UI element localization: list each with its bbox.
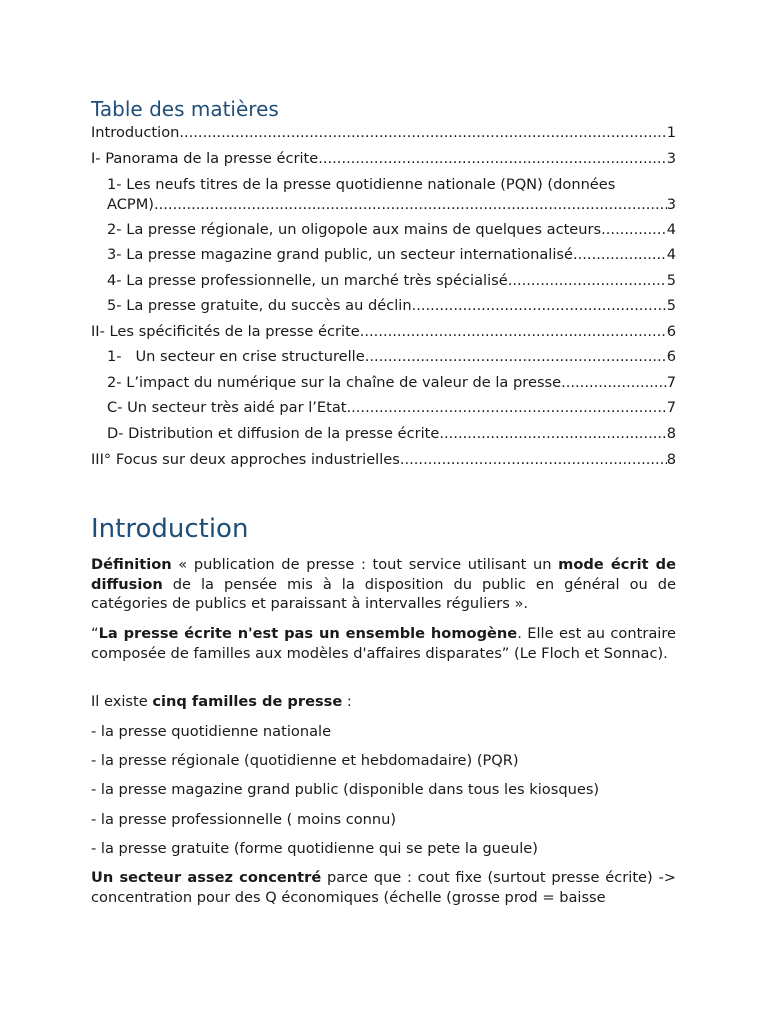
toc-entry-page: 8 (666, 425, 676, 442)
body-text: de la pensée mis à la disposition du public en général ou de catégories de publics et paraissant à intervalles réguliers ». (91, 575, 676, 612)
body-text: “ (91, 625, 99, 642)
quote-paragraph (91, 624, 676, 663)
toc-leader (365, 347, 667, 367)
toc-entry[interactable] (91, 123, 676, 143)
toc-leader (179, 123, 666, 143)
toc-entry[interactable] (107, 175, 676, 215)
list-item: - la presse gratuite (forme quotidienne qui se pete la gueule) (91, 840, 538, 857)
toc-entry-page: 3 (666, 150, 676, 167)
toc-entry-label: D- Distribution et diffusion de la presse écrite (107, 425, 440, 442)
toc-entry[interactable] (107, 347, 676, 367)
toc-entry[interactable] (107, 245, 676, 265)
body-text: parce que : cout fixe (surtout presse écrite) -> concentration pour des Q économiques (échelle (grosse prod = baisse (91, 869, 676, 906)
toc-entry-label: 1- Un secteur en crise structurelle (107, 348, 365, 365)
toc-entry[interactable] (107, 296, 676, 316)
toc-entry-label: II- Les spécificités de la presse écrite (91, 323, 360, 340)
bold-text: La presse écrite n'est pas un ensemble homogène (98, 625, 518, 642)
bold-text: Définition (91, 556, 172, 573)
toc-leader (412, 296, 667, 316)
toc-entry-page: 8 (666, 451, 676, 468)
list-item: - la presse magazine grand public (disponible dans tous les kiosques) (91, 781, 600, 798)
toc-entry[interactable] (107, 271, 676, 291)
toc-leader (561, 373, 667, 393)
toc-entry-label: C- Un secteur très aidé par l’Etat (107, 399, 347, 416)
toc-entry-page: 6 (666, 348, 676, 365)
toc-leader (573, 245, 667, 265)
list-item: - la presse quotidienne nationale (91, 723, 332, 740)
toc-entry-page: 6 (666, 323, 676, 340)
toc-entry-label: III° Focus sur deux approches industrielles (91, 451, 400, 468)
toc-entry-label-line1: 1- Les neufs titres de la presse quotidienne nationale (PQN) (données (107, 176, 616, 193)
bold-text: mode écrit de diffusion (91, 556, 676, 593)
definition-paragraph (91, 555, 676, 614)
list-item: - la presse professionnelle ( moins connu) (91, 811, 397, 828)
toc-entry-label: 2- La presse régionale, un oligopole aux mains de quelques acteurs (107, 221, 602, 238)
body-text: . Elle est au contraire composée de familles aux modèles d'affaires disparates” (Le Floch et Sonnac). (91, 625, 676, 662)
toc-entry-label: 3- La presse magazine grand public, un secteur internationalisé (107, 246, 574, 263)
body-text: « publication de presse : tout service utilisant un (171, 556, 559, 573)
toc-leader (360, 322, 667, 342)
toc-entry[interactable] (107, 373, 676, 393)
toc-entry-page: 7 (666, 399, 676, 416)
toc-leader (347, 398, 667, 418)
toc-entry[interactable] (91, 450, 676, 470)
toc-entry[interactable] (91, 322, 676, 342)
toc-entry[interactable] (107, 398, 676, 418)
toc-entry-label: Introduction (91, 124, 180, 141)
toc-leader (439, 424, 666, 444)
families-intro (91, 692, 676, 712)
toc-entry-label: 5- La presse gratuite, du succès au déclin (107, 297, 412, 314)
toc-entry-label: 4- La presse professionnelle, un marché très spécialisé (107, 272, 508, 289)
toc-leader (400, 450, 667, 470)
toc-entry-page: 4 (666, 246, 676, 263)
bold-text: cinq familles de presse (152, 693, 343, 710)
toc-leader (508, 271, 667, 291)
toc-title: Table des matières (91, 97, 279, 121)
toc-entry[interactable] (107, 424, 676, 444)
body-text: Il existe (91, 693, 153, 710)
concentration-paragraph (91, 868, 676, 907)
toc-leader (154, 195, 667, 215)
toc-entry-page: 3 (666, 196, 676, 213)
toc-entry-page: 5 (666, 272, 676, 289)
toc-entry[interactable] (107, 220, 676, 240)
toc-entry-page: 5 (666, 297, 676, 314)
toc-entry[interactable] (91, 149, 676, 169)
section-heading: Introduction (91, 514, 249, 544)
toc-entry-label: I- Panorama de la presse écrite (91, 150, 319, 167)
body-text: : (342, 693, 352, 710)
toc-entry-label: 2- L’impact du numérique sur la chaîne de valeur de la presse (107, 374, 562, 391)
toc-leader (318, 149, 666, 169)
toc-entry-page: 1 (666, 124, 676, 141)
toc-leader (601, 220, 667, 240)
bold-text: Un secteur assez concentré (91, 869, 322, 886)
toc-entry-page: 7 (666, 374, 676, 391)
list-item: - la presse régionale (quotidienne et hebdomadaire) (PQR) (91, 752, 519, 769)
toc-entry-label-line2: ACPM) (107, 196, 155, 213)
toc-entry-page: 4 (666, 221, 676, 238)
